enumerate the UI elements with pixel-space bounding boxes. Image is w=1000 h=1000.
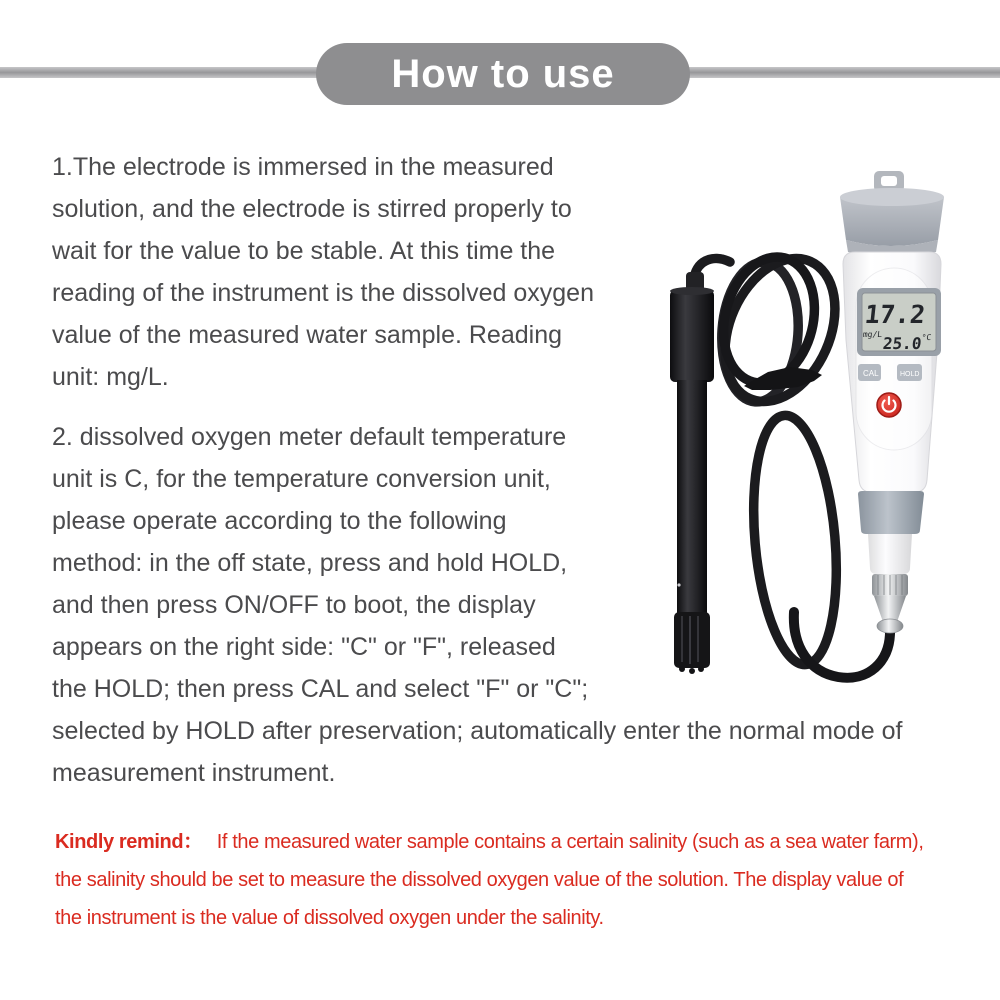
metal-connector [872, 574, 908, 633]
text-line: 1.The electrode is immersed in the measured [52, 153, 554, 181]
text-line: method: in the off state, press and hold HOLD, [52, 549, 568, 577]
text-line: and then press ON/OFF to boot, the display [52, 591, 536, 619]
text-line: value of the measured water sample. Reading [52, 321, 563, 349]
cal-button-label: CAL [863, 369, 879, 378]
kindly-remind-note [55, 823, 923, 937]
page-title: How to use [391, 51, 615, 96]
text-line: selected by HOLD after preservation; automatically enter the normal mode of [52, 717, 903, 745]
lcd-display [857, 288, 941, 356]
kindly-remind-text: If the measured water sample contains a certain salinity (such as a sea water farm), [216, 831, 924, 853]
text-line: the instrument is the value of dissolved oxygen under the salinity. [55, 907, 604, 929]
text-line [55, 823, 923, 861]
text-line: appears on the right side: "C" or "F", released [52, 633, 556, 661]
meter-cap [840, 188, 944, 257]
do-meter [840, 171, 944, 633]
hold-button [897, 364, 922, 381]
lcd-temp-unit: °C [921, 333, 932, 342]
text-line: 2. dissolved oxygen meter default temperature [52, 423, 567, 451]
product-photo [600, 150, 1000, 740]
text-line: the salinity should be set to measure the dissolved oxygen value of the solution. The display value of [55, 869, 904, 891]
text-line: reading of the instrument is the dissolved oxygen [52, 279, 594, 307]
lcd-reading: 17.2 [863, 300, 927, 329]
text-line: solution, and the electrode is stirred properly to [52, 195, 572, 223]
lower-cylinder [868, 534, 912, 574]
grip-collar [858, 491, 924, 534]
cal-button [858, 364, 881, 381]
step1-paragraph [52, 146, 594, 398]
text-line: measurement instrument. [52, 759, 336, 787]
probe-cage [674, 612, 710, 674]
text-line: the HOLD; then press CAL and select "F" or "C"; [52, 675, 589, 703]
kindly-remind-label: Kindly remind： [55, 831, 203, 853]
text-line: unit is C, for the temperature conversion unit, [52, 465, 551, 493]
banner [316, 43, 690, 105]
text-line: please operate according to the following [52, 507, 507, 535]
probe-electrode [670, 272, 714, 674]
lcd-unit: mg/L [862, 330, 883, 339]
text-line: unit: mg/L. [52, 363, 169, 391]
text-line: wait for the value to be stable. At this time the [52, 237, 556, 265]
probe-body [677, 380, 707, 614]
probe-collar [670, 290, 714, 382]
power-button [877, 393, 901, 417]
hold-button-label: HOLD [900, 371, 920, 378]
lcd-temperature: 25.0 [881, 334, 923, 353]
